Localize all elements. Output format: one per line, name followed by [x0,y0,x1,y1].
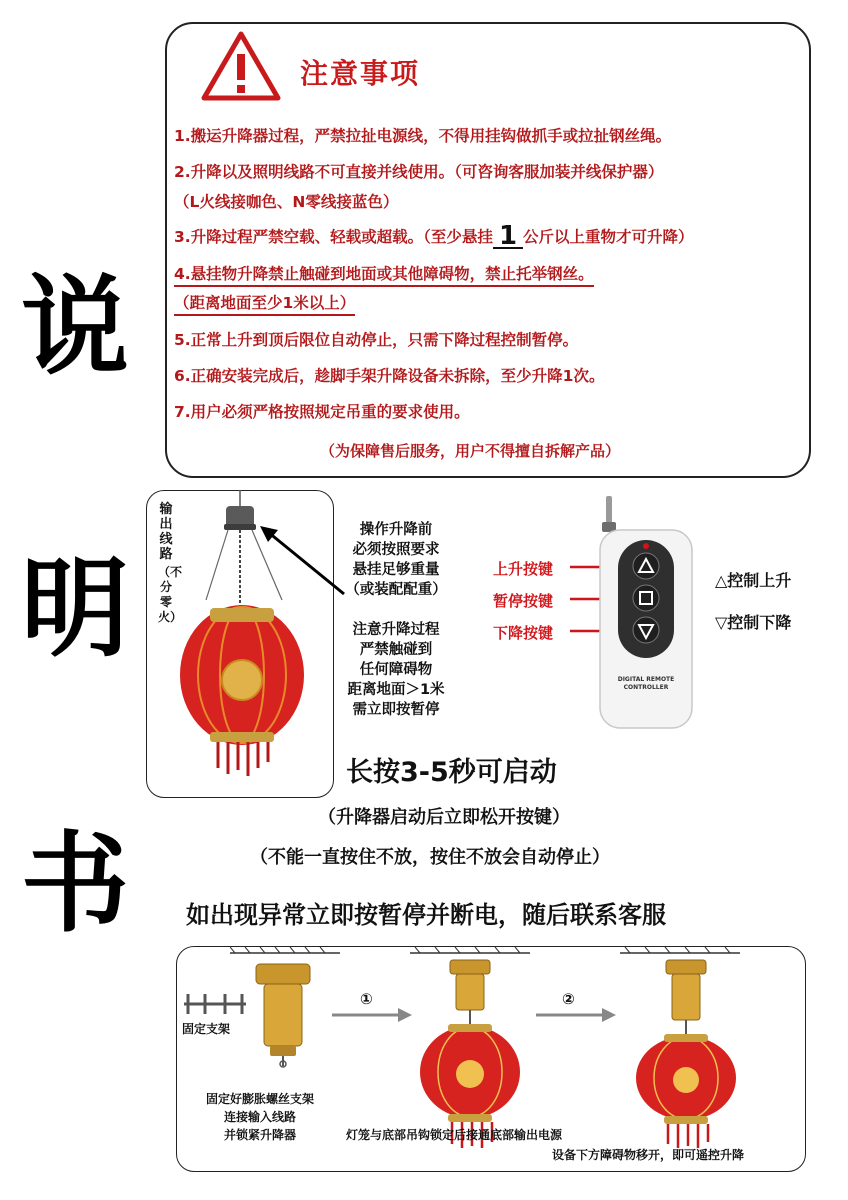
instruction-line: 操作升降前 [359,522,433,538]
instruction-line: 严禁触碰到 [359,642,433,658]
step-arrow-icon [330,1005,415,1025]
step1-marker: ① [360,990,373,1008]
rule-5: 5.正常上升到顶后限位自动停止，只需下降过程控制暂停。 [174,331,579,349]
down-key-label: 下降按键 [493,624,554,642]
bracket-icon [180,990,250,1020]
side-title-char-2: 明 [20,547,129,672]
step-arrow-icon [534,1005,619,1025]
remote-brand-line: CONTROLLER [623,684,669,691]
instruction-line: 任何障碍物 [359,662,433,678]
bracket-label: 固定支架 [182,1022,231,1036]
long-press-heading: 长按3-5秒可启动 [346,757,557,788]
side-title-char-3: 书 [20,822,129,947]
instruction-line: 需立即按暂停 [352,702,440,718]
rule-4-note-text: （距离地面至少1米以上） [174,294,355,316]
lifter-device [248,958,318,1068]
rule-3-text-b: 公斤以上重物才可升降） [523,228,694,246]
output-line-label: 输出线路 [159,502,173,562]
lantern-step3-image [634,956,738,1152]
output-line-note: （不分零火） [158,565,183,624]
emergency-heading: 如出现异常立即按暂停并断电，随后联系客服 [186,901,666,929]
warning-icon [200,30,282,102]
caption-line: 固定好膨胀螺丝支架 [206,1092,315,1106]
min-weight-value: 1 [493,225,523,249]
rule-6: 6.正确安装完成后，趁脚手架升降设备未拆除，至少升降1次。 [174,367,605,385]
lantern-step2-image [418,956,522,1152]
rule-1: 1.搬运升降器过程，严禁拉扯电源线，不得用挂钩做抓手或拉扯钢丝绳。 [174,127,672,145]
up-key-label: 上升按键 [493,560,554,578]
notice-footnote: （为保障售后服务，用户不得擅自拆解产品） [320,442,621,460]
no-hold-note: （不能一直按住不放，按住不放会自动停止） [250,847,610,868]
side-title-char-1: 说 [20,265,129,390]
rule-3 [174,221,694,251]
control-up-text: △控制上升 [715,571,792,590]
step2-marker: ② [562,990,575,1008]
release-note: （升降器启动后立即松开按键） [318,807,570,828]
caption-line: 连接输入线路 [224,1110,297,1124]
rule-4-note [174,291,355,313]
instruction-line: 距离地面＞1米 [347,682,445,698]
rule-2-note: （L火线接咖色、N零线接蓝色） [174,193,399,211]
step2-caption: 灯笼与底部吊钩锁定后接通底部输出电源 [346,1128,563,1142]
step1-caption [206,1090,314,1144]
rule-3-text-a: 3.升降过程严禁空载、轻载或超载。（至少悬挂 [174,228,493,246]
rule-4-text: 4.悬挂物升降禁止触碰到地面或其他障碍物，禁止托举钢丝。 [174,265,594,287]
instruction-obstacle [336,620,456,720]
rule-4 [174,262,594,284]
control-down-text: ▽控制下降 [715,613,792,632]
notice-title: 注意事项 [300,57,421,90]
pause-key-label: 暂停按键 [493,592,554,610]
remote-brand [604,676,688,692]
rule-7: 7.用户必须严格按照规定吊重的要求使用。 [174,403,470,421]
instruction-line: 必须按照要求 [352,542,440,558]
caption-line: 并锁紧升降器 [224,1128,297,1142]
rule-2: 2.升降以及照明线路不可直接并线使用。（可咨询客服加装并线保护器） [174,163,664,181]
instruction-line: 悬挂足够重量 [352,562,440,578]
instruction-line: 注意升降过程 [352,622,440,638]
instruction-weight [336,520,456,600]
remote-brand-line: DIGITAL REMOTE [617,676,675,683]
instruction-line: （或装配配重） [345,582,447,598]
step3-caption: 设备下方障碍物移开，即可遥控升降 [552,1148,745,1162]
remote-control [596,496,696,732]
